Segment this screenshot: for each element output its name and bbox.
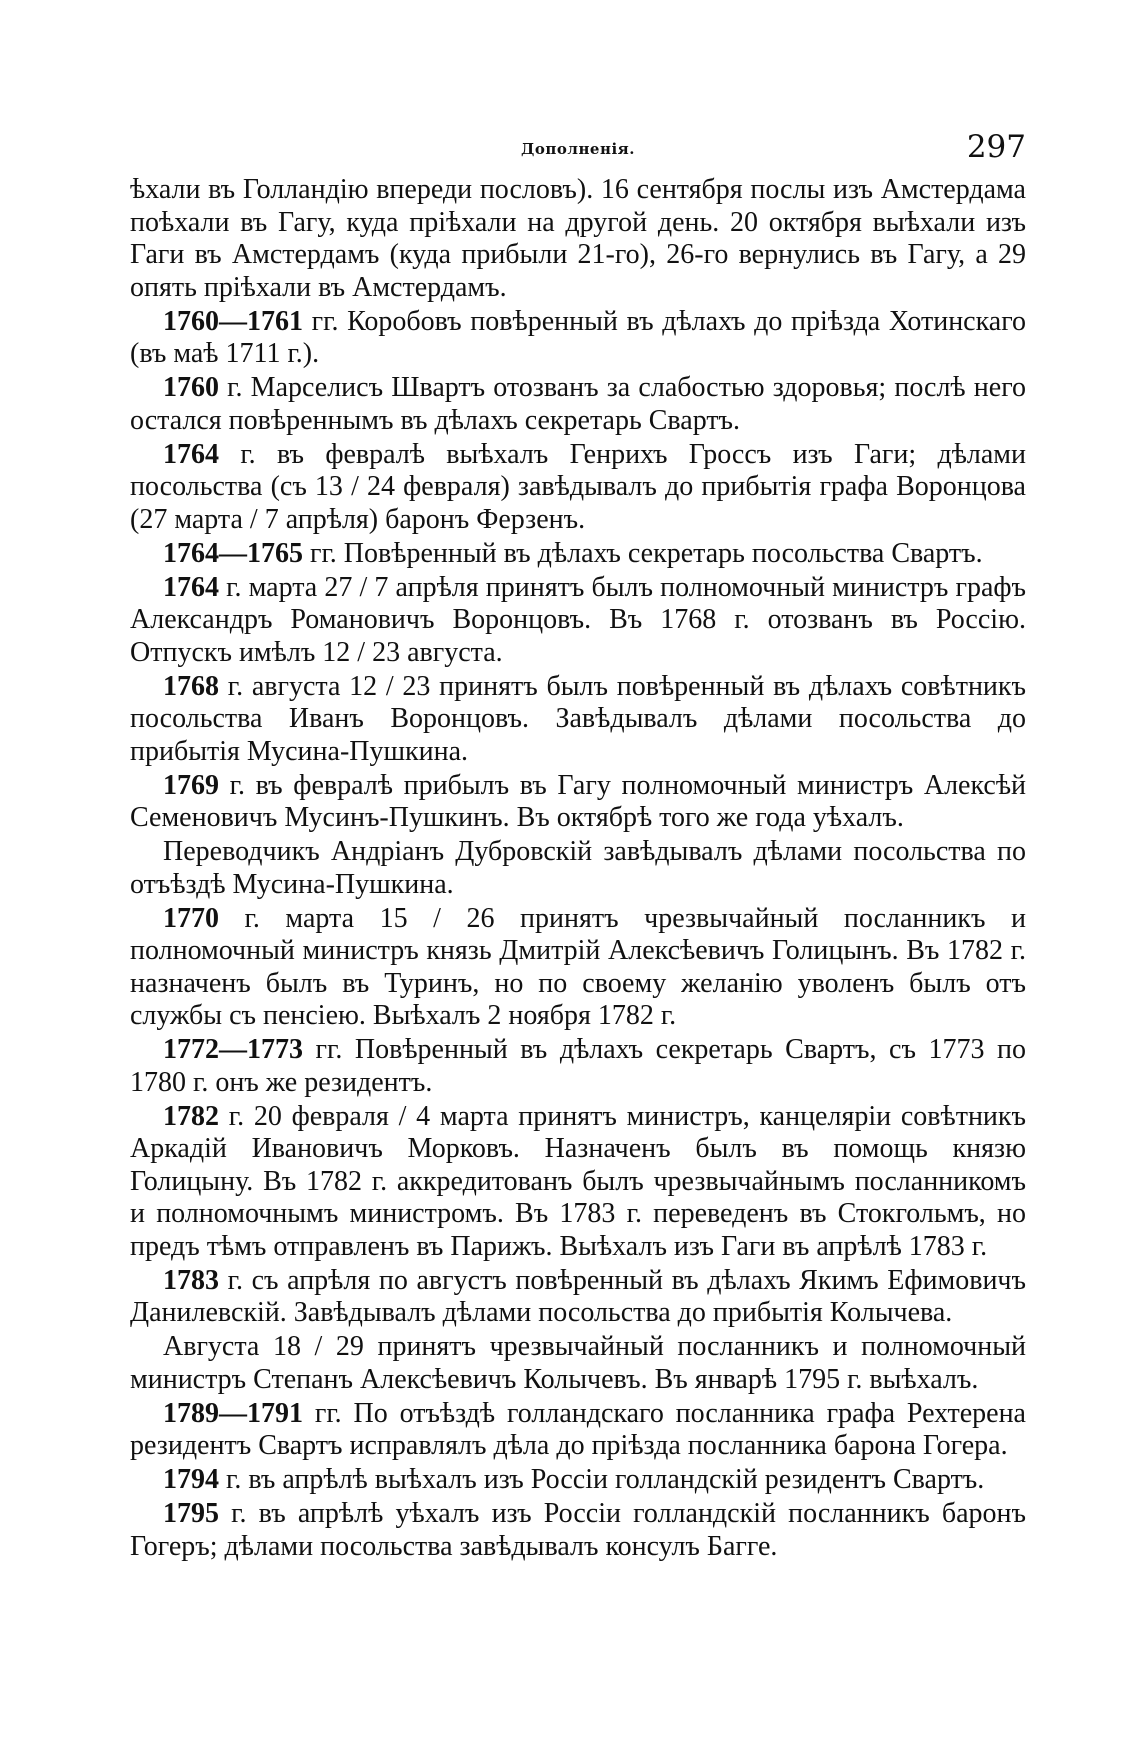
paragraph-entry	[130, 1331, 1026, 1396]
paragraph-entry	[130, 1498, 1026, 1563]
paragraph-entry	[130, 1265, 1026, 1330]
page-header	[130, 129, 1026, 172]
paragraph-text: гг. Повѣренный въ дѣлахъ секретарь Свартъ, съ 1773 по 1780 г. онъ же резидентъ.	[130, 1034, 1026, 1098]
entry-year: 1782	[163, 1100, 219, 1132]
paragraph-text: г. августа 12 / 23 принятъ былъ повѣренный въ дѣлахъ совѣтникъ посольства Иванъ Воронцовъ. Завѣдывалъ дѣлами посольства до прибытія Мусина-Пушкина.	[130, 670, 1026, 767]
paragraph-text: г. въ апрѣлѣ выѣхалъ изъ Россіи голландскій резидентъ Свартъ.	[219, 1464, 985, 1495]
entry-year: 1789—1791	[163, 1397, 303, 1429]
page-number: 297	[966, 129, 1026, 165]
paragraph-text: г. марта 27 / 7 апрѣля принятъ былъ полномочный министръ графъ Александръ Романовичъ Воронцовъ. Въ 1768 г. отозванъ въ Россію. Отпускъ имѣлъ 12 / 23 августа.	[130, 571, 1026, 668]
paragraph-entry	[130, 306, 1026, 371]
entry-year: 1764	[163, 438, 219, 470]
paragraph-entry	[130, 1034, 1026, 1099]
entry-year: 1768	[163, 670, 219, 702]
paragraph-entry	[130, 671, 1026, 769]
entry-year: 1764—1765	[163, 537, 303, 569]
paragraph-entry	[130, 372, 1026, 437]
paragraph-text: Августа 18 / 29 принятъ чрезвычайный посланникъ и полномочный министръ Степанъ Алексѣевичъ Колычевъ. Въ январѣ 1795 г. выѣхалъ.	[130, 1331, 1026, 1395]
paragraph-entry	[130, 1101, 1026, 1264]
paragraph-text: гг. По отъѣздѣ голландскаго посланника графа Рехтерена резидентъ Свартъ исправлялъ дѣла до пріѣзда посланника барона Гогера.	[130, 1397, 1026, 1461]
paragraph-entry	[130, 1464, 1026, 1497]
entry-year: 1794	[163, 1464, 219, 1495]
paragraph-text: г. Марселисъ Швартъ отозванъ за слабостью здоровья; послѣ него остался повѣреннымъ въ дѣлахъ секретарь Свартъ.	[130, 372, 1026, 436]
paragraph-continuation	[130, 174, 1026, 304]
entry-year: 1764	[163, 571, 219, 603]
paragraph-text: г. 20 февраля / 4 марта принятъ министръ, канцеляріи совѣтникъ Аркадій Ивановичъ Морковъ. Назначенъ былъ въ помощь князю Голицыну. Въ 1782 г. аккредитованъ былъ чрезвычайнымъ посланникомъ и полномочнымъ министромъ. Въ 1783 г. переведенъ въ Стокгольмъ, но предъ тѣмъ отправленъ въ Парижъ. Выѣхалъ изъ Гаги въ апрѣлѣ 1783 г.	[130, 1100, 1026, 1262]
paragraph-text: ѣхали въ Голландію впереди пословъ). 16 сентября послы изъ Амстердама поѣхали въ Гагу, куда пріѣхали на другой день. 20 октября выѣхали изъ Гаги въ Амстердамъ (куда прибыли 21-го), 26-го вернулись въ Гагу, а 29 опять пріѣхали въ Амстердамъ.	[130, 174, 1026, 303]
entry-year: 1783	[163, 1264, 219, 1296]
entry-year: 1772—1773	[163, 1034, 303, 1065]
paragraph-entry	[130, 770, 1026, 835]
paragraph-text: г. въ февралѣ выѣхалъ Генрихъ Гроссъ изъ Гаги; дѣлами посольства (съ 13 / 24 февраля) завѣдывалъ до прибытія графа Воронцова (27 марта / 7 апрѣля) баронъ Ферзенъ.	[130, 438, 1026, 535]
paragraph-text: г. въ апрѣлѣ уѣхалъ изъ Россіи голландскій посланникъ баронъ Гогеръ; дѣлами посольства завѣдывалъ консулъ Багге.	[130, 1498, 1026, 1562]
paragraph-entry	[130, 572, 1026, 670]
paragraph-entry	[130, 439, 1026, 537]
paragraph-text: г. съ апрѣля по августъ повѣренный въ дѣлахъ Якимъ Ефимовичъ Данилевскій. Завѣдывалъ дѣлами посольства до прибытія Колычева.	[130, 1264, 1026, 1328]
entry-year: 1769	[163, 769, 219, 801]
paragraph-text: г. марта 15 / 26 принятъ чрезвычайный посланникъ и полномочный министръ князь Дмитрій Алексѣевичъ Голицынъ. Въ 1782 г. назначенъ былъ въ Туринъ, но по своему желанію уволенъ былъ отъ службы съ пенсіею. Выѣхалъ 2 ноября 1782 г.	[130, 902, 1026, 1031]
entry-year: 1760	[163, 372, 219, 403]
paragraph-text: гг. Повѣренный въ дѣлахъ секретарь посольства Свартъ.	[303, 537, 983, 569]
paragraph-entry	[130, 836, 1026, 901]
text-body	[130, 174, 1026, 1565]
paragraph-text: Переводчикъ Андріанъ Дубровскій завѣдывалъ дѣлами посольства по отъѣздѣ Мусина-Пушкина.	[130, 836, 1026, 900]
entry-year: 1770	[163, 902, 219, 934]
paragraph-entry	[130, 538, 1026, 571]
entry-year: 1760—1761	[163, 305, 303, 337]
paragraph-entry	[130, 1398, 1026, 1463]
paragraph-entry	[130, 903, 1026, 1033]
paragraph-text: г. въ февралѣ прибылъ въ Гагу полномочный министръ Алексѣй Семеновичъ Мусинъ-Пушкинъ. Въ октябрѣ того же года уѣхалъ.	[130, 769, 1026, 833]
running-title: Дополненія.	[521, 140, 635, 158]
paragraph-text: гг. Коробовъ повѣренный въ дѣлахъ до пріѣзда Хотинскаго (въ маѣ 1711 г.).	[130, 305, 1026, 369]
entry-year: 1795	[163, 1498, 219, 1529]
